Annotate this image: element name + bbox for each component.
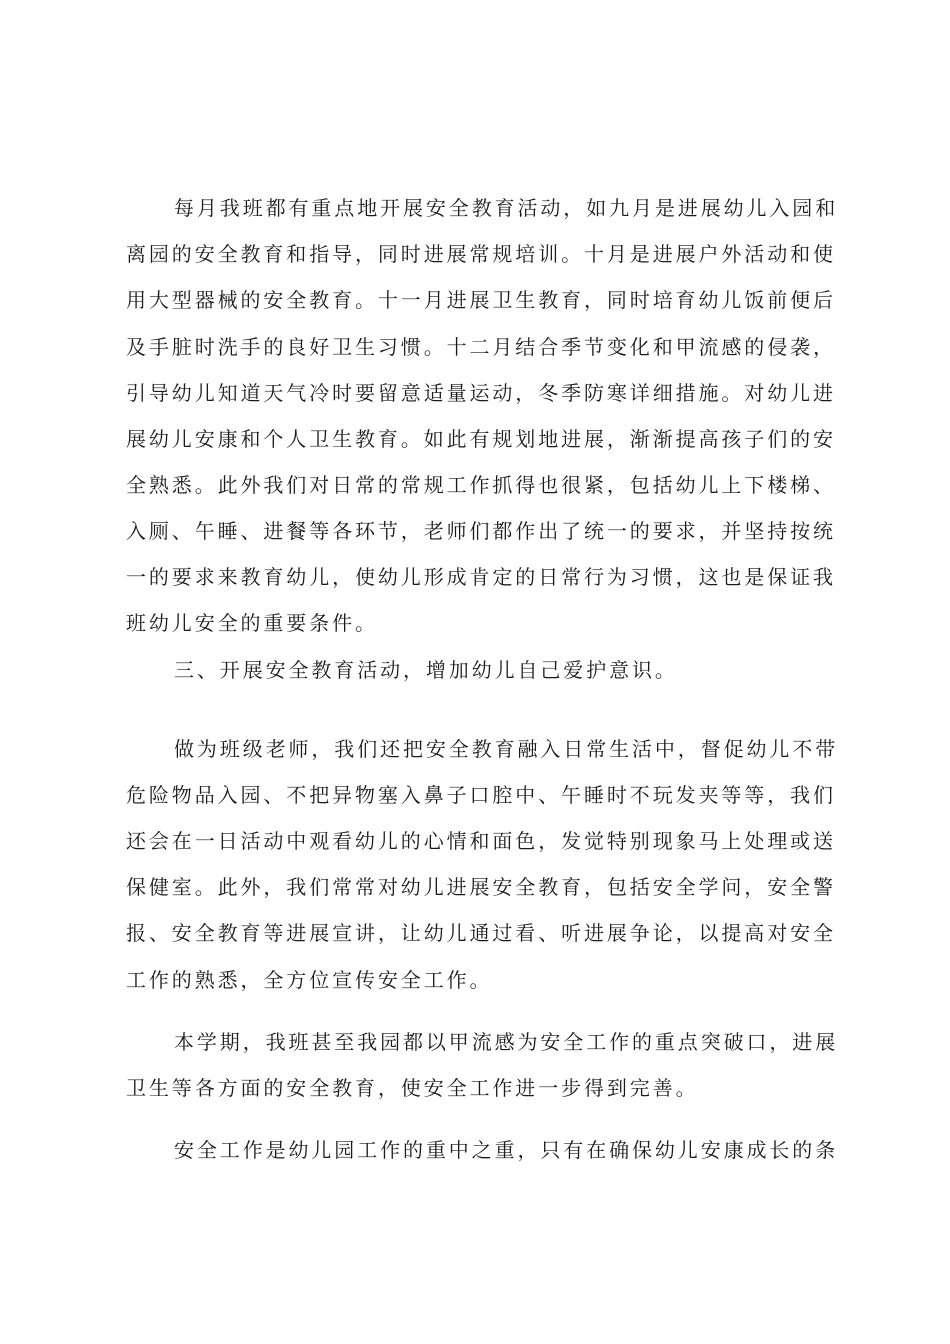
paragraph-2-line-6: 工作的熟悉，全方位宣传安全工作。 [126, 968, 493, 992]
paragraph-1-line-9: 一的要求来教育幼儿，使幼儿形成肯定的日常行为习惯，这也是保证我 [126, 565, 836, 589]
paragraph-2-line-5: 报、安全教育等进展宣讲，让幼儿通过看、听进展争论，以提高对安全 [126, 921, 836, 945]
paragraph-1-line-7: 全熟悉。此外我们对日常的常规工作抓得也很紧，包括幼儿上下楼梯、 [126, 473, 836, 497]
paragraph-4-line-1: 安全工作是幼儿园工作的重中之重，只有在确保幼儿安康成长的条 [174, 1138, 839, 1162]
paragraph-2-line-2: 危险物品入园、不把异物塞入鼻子口腔中、午睡时不玩发夹等等，我们 [126, 783, 836, 807]
paragraph-1-line-6: 展幼儿安康和个人卫生教育。如此有规划地进展，渐渐提高孩子们的安 [126, 427, 836, 451]
paragraph-1-line-8: 入厕、午睡、进餐等各环节，老师们都作出了统一的要求，并坚持按统 [126, 519, 836, 543]
paragraph-1-line-2: 离园的安全教育和指导，同时进展常规培训。十月是进展户外活动和使 [126, 242, 836, 266]
paragraph-2-line-4: 保健室。此外，我们常常对幼儿进展安全教育，包括安全学问，安全警 [126, 875, 836, 899]
paragraph-1-line-1: 每月我班都有重点地开展安全教育活动，如九月是进展幼儿入园和 [174, 196, 839, 220]
paragraph-3-line-1: 本学期，我班甚至我园都以甲流感为安全工作的重点突破口，进展 [174, 1030, 839, 1054]
paragraph-2-line-1: 做为班级老师，我们还把安全教育融入日常生活中，督促幼儿不带 [174, 737, 839, 761]
paragraph-2-line-3: 还会在一日活动中观看幼儿的心情和面色，发觉特别现象马上处理或送 [126, 829, 836, 853]
paragraph-3-line-2: 卫生等各方面的安全教育，使安全工作进一步得到完善。 [126, 1076, 699, 1100]
section-heading: 三、开展安全教育活动，增加幼儿自己爱护意识。 [174, 658, 678, 682]
paragraph-1-line-5: 引导幼儿知道天气冷时要留意适量运动，冬季防寒详细措施。对幼儿进 [126, 381, 836, 405]
paragraph-1-line-3: 用大型器械的安全教育。十一月进展卫生教育，同时培育幼儿饭前便后 [126, 288, 836, 312]
paragraph-1-line-10: 班幼儿安全的重要条件。 [126, 611, 378, 635]
paragraph-1-line-4: 及手脏时洗手的良好卫生习惯。十二月结合季节变化和甲流感的侵袭， [126, 335, 836, 359]
